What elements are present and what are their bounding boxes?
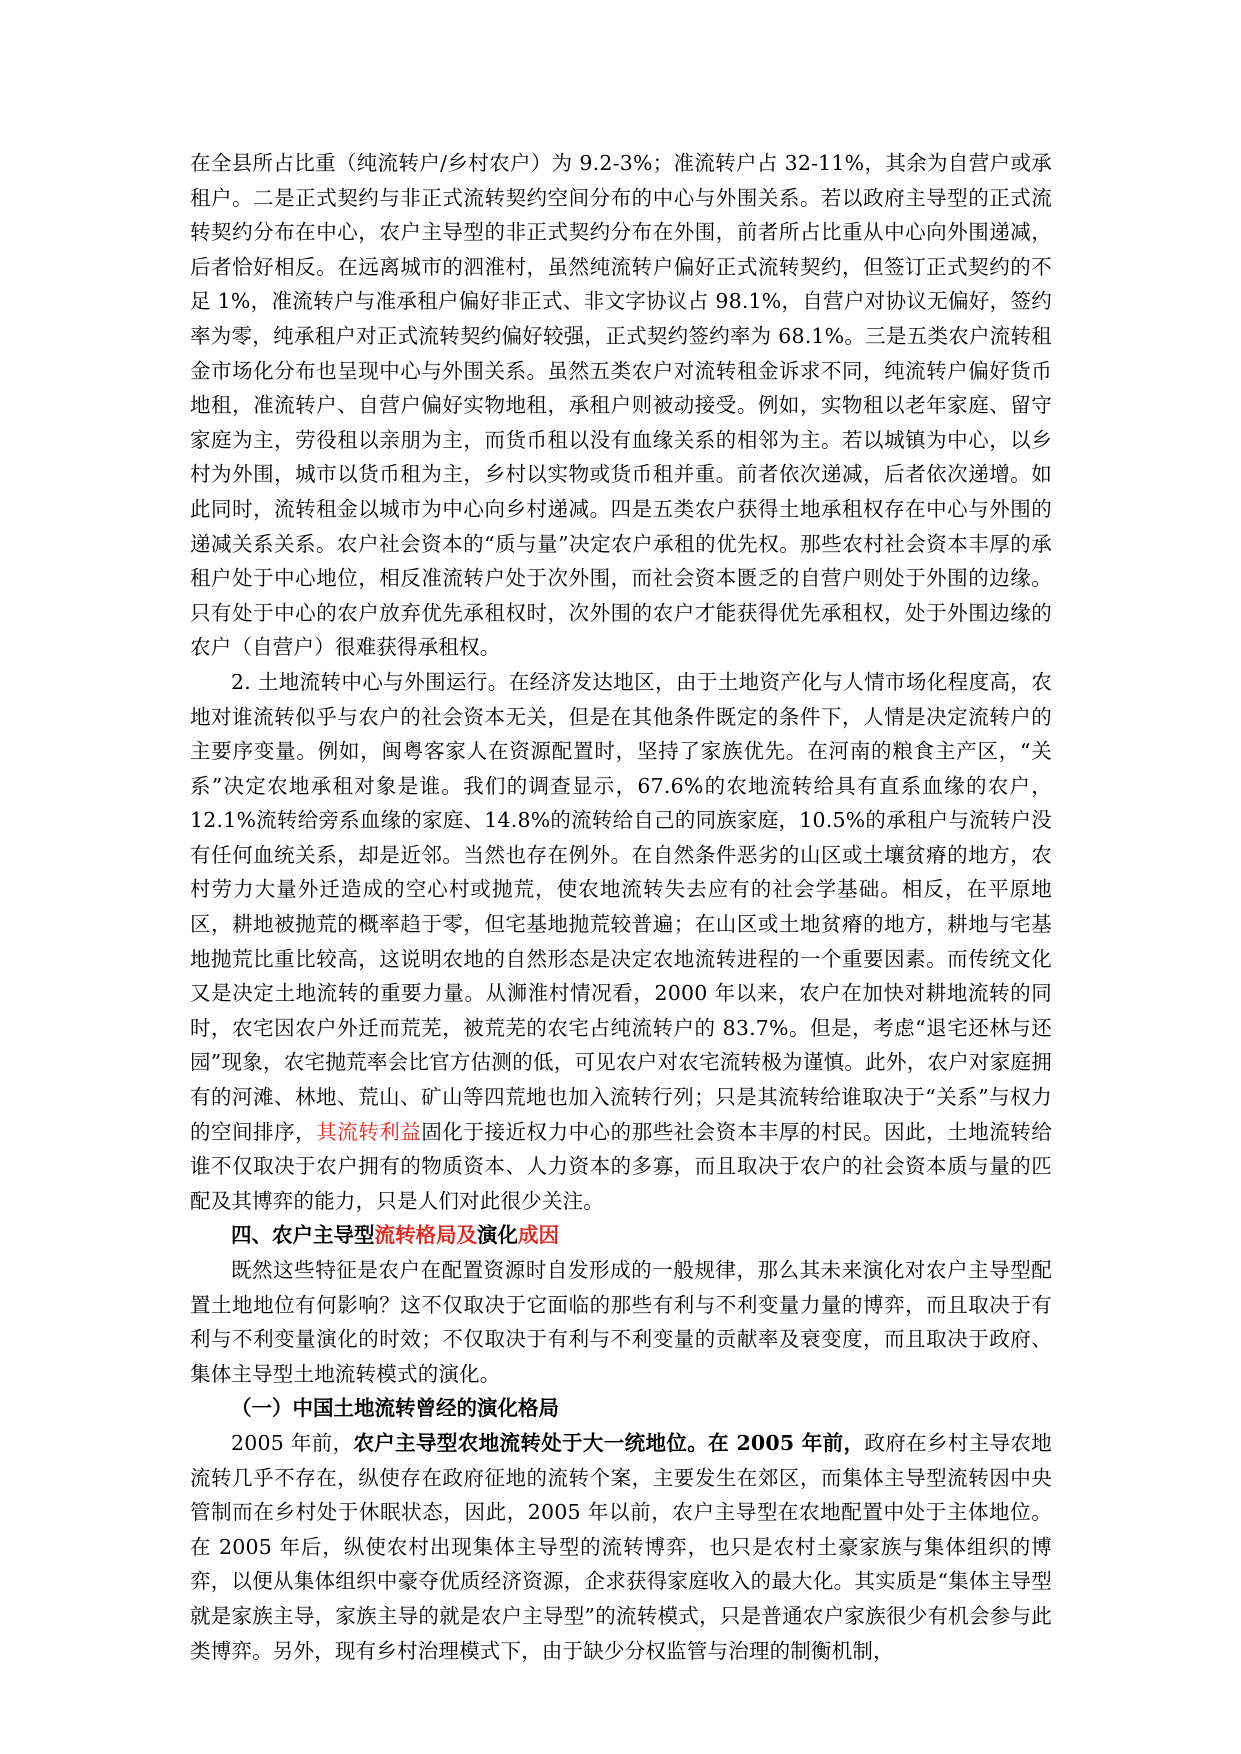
body-paragraph-4 bbox=[190, 1426, 1052, 1668]
paragraph-2-highlight: 其流转利益 bbox=[316, 1119, 422, 1144]
paragraph-4-bold: 农户主导型农地流转处于大一统地位。在 2005 年前， bbox=[353, 1430, 865, 1455]
body-paragraph-2 bbox=[190, 665, 1052, 1219]
section-heading-4 bbox=[190, 1218, 1052, 1253]
body-paragraph-3: 既然这些特征是农户在配置资源时自发形成的一般规律，那么其未来演化对农户主导型配置土地地位有何影响？这不仅取决于它面临的那些有利与不利变量力量的博弈，而且取决于有利与不利变量演化的时效；不仅取决于有利与不利变量的贡献率及衰变度，而且取决于政府、集体主导型土地流转模式的演化。 bbox=[190, 1258, 1052, 1386]
paragraph-2-text-a: 2. 土地流转中心与外围运行。在经济发达地区，由于土地资产化与人情市场化程度高，农地对谁流转似乎与农户的社会资本无关，但是在其他条件既定的条件下，人情是决定流转户的主要序变量。例如，闽粤客家人在资源配置时，坚持了家族优先。在河南的粮食主产区，“关系”决定农地承租对象是谁。我们的调查显示，67.6%的农地流转给具有直系血缘的农户，12.1%流转给旁系血缘的家庭、14.8%的流转给自己的同族家庭，10.5%的承租户与流转户没有任何血统关系，却是近邻。当然也存在例外。在自然条件恶劣的山区或土壤贫瘠的地方，农村劳力大量外迁造成的空心村或抛荒，使农地流转失去应有的社会学基础。相反，在平原地区，耕地被抛荒的概率趋于零，但宅基地抛荒较普遍；在山区或土地贫瘠的地方，耕地与宅基地抛荒比重比较高，这说明农地的自然形态是决定农地流转进程的一个重要因素。而传统文化又是决定土地流转的重要力量。从浉淮村情况看，2000 年以来，农户在加快对耕地流转的同时，农宅因农户外迁而荒芜，被荒芜的农宅占纯流转户的 83.7%。但是，考虑“退宅还林与还园”现象，农宅抛荒率会比官方估测的低，可见农户对农宅流转极为谨慎。此外，农户对家庭拥有的河滩、林地、荒山、矿山等四荒地也加入流转行列；只是其流转给谁取决于“关系”与权力的空间排序， bbox=[190, 669, 1052, 1144]
subsection-heading-1: （一）中国土地流转曾经的演化格局 bbox=[231, 1396, 559, 1421]
paragraph-2-text-b: 固化于接近权力中心的那些社会资本丰厚的村民。因此，土地流转给谁不仅取决于农户拥有的物质资本、人力资本的多寡，而且取决于农户的社会资本质与量的匹配及其博弈的能力，只是人们对此很少关注。 bbox=[190, 1119, 1053, 1213]
heading-4-text-b: 演化 bbox=[477, 1223, 518, 1248]
paragraph-1-text-b: ，其余为自营户或承租户。二是正式契约与非正式流转契约空间分布的中心与外围关系。若以政府主导型的正式流转契约分布在中心，农户主导型的非正式契约分布在外围，前者所占比重从中心向外围递减，后者恰好相反。在远离城市的泗淮村，虽然纯流转户偏好正式流转契约，但签订正式契约的不足 1%，准流转户与准承租户偏好非正式、非文字协议占 98.1%，自营户对协议无偏好，签约率为零，纯承租户对正式流转契约偏好较强，正式契约签约率为 68.1%。三是五类农户流转租金市场化分布也呈现中心与外围关系。虽然五类农户对流转租金诉求不同，纯流转户偏好货币地租，准流转户、自营户偏好实物地租，承租户则被动接受。例如，实物租以老年家庭、留守家庭为主，劳役租以亲朋为主，而货币租以没有血缘关系的相邻为主。若以城镇为中心，以乡村为外围，城市以货币租为主，乡村以实物或货币租并重。前者依次递减，后者依次递增。如此同时，流转租金以城市为中心向乡村递减。四是五类农户获得土地承租权存在中心与外围的递减关系关系。农户社会资本的“质与量”决定农户承租的优先权。那些农村社会资本丰厚的承租户处于中心地位，相反准流转户处于次外围，而社会资本匮乏的自营户则处于外围的边缘。只有处于中心的农户放弃优先承租权时，次外围的农户才能获得优先承租权，处于外围边缘的农户（自营户）很难获得承租权。 bbox=[190, 151, 1052, 660]
heading-4-highlight-1: 流转格局及 bbox=[374, 1223, 477, 1248]
paragraph-1-text-a: 在全县所占比重（纯流转户/乡村农户）为 9.2-3%；准流转户占 32-11% bbox=[190, 151, 865, 175]
paragraph-4-text-a: 2005 年前， bbox=[231, 1430, 354, 1455]
paragraph-4-text-b: 政府在乡村主导农地流转几乎不存在，纵使存在政府征地的流转个案，主要发生在郊区，而集体主导型流转因中央管制而在乡村处于休眠状态，因此，2005 年以前，农户主导型在农地配置中处于主体地位。在 2005 年后，纵使农村出现集体主导型的流转博弈，也只是农村土豪家族与集体组织的博弈，以便从集体组织中豪夺优质经济资源，企求获得家庭收入的最大化。其实质是“集体主导型就是家族主导，家族主导的就是农户主导型”的流转模式，只是普通农户家族很少有机会参与此类博弈。另外，现有乡村治理模式下，由于缺少分权监管与治理的制衡机制， bbox=[190, 1430, 1052, 1663]
heading-4-highlight-2: 成因 bbox=[518, 1223, 559, 1248]
body-paragraph-1 bbox=[190, 146, 1052, 665]
heading-4-text-a: 四、农户主导型 bbox=[231, 1223, 375, 1248]
document-page bbox=[190, 146, 1052, 1668]
